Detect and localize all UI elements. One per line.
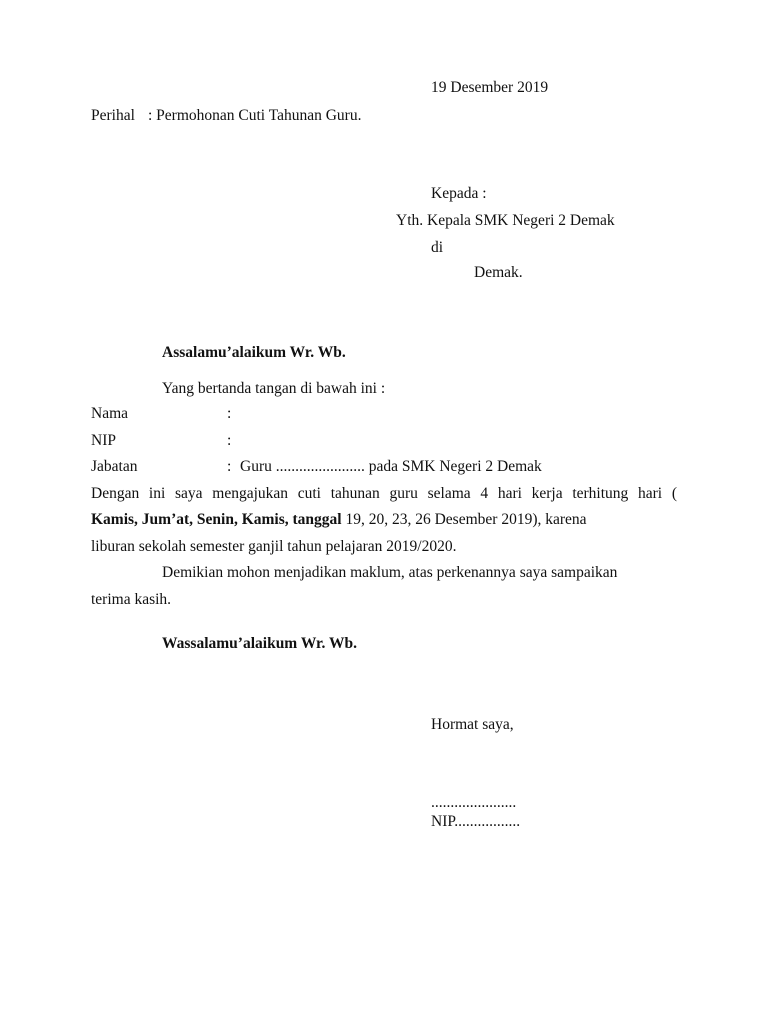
signature-name-line: ...................... <box>431 794 517 811</box>
field-colon-nama: : <box>227 405 232 422</box>
field-value-jabatan: Guru ....................... pada SMK Negeri 2 Demak <box>240 458 542 475</box>
body-line-3: liburan sekolah semester ganjil tahun pelajaran 2019/2020. <box>91 538 457 555</box>
recipient-addressee: Yth. Kepala SMK Negeri 2 Demak <box>396 212 615 229</box>
field-label-jabatan: Jabatan <box>91 458 138 475</box>
closing-line-2: terima kasih. <box>91 591 172 608</box>
recipient-di: di <box>431 239 444 256</box>
subject-value: : Permohonan Cuti Tahunan Guru. <box>148 107 362 124</box>
signature-regards: Hormat saya, <box>431 716 514 733</box>
body-line-1: Dengan ini saya mengajukan cuti tahunan guru selama 4 hari kerja terhitung hari ( <box>91 485 677 502</box>
intro-text: Yang bertanda tangan di bawah ini : <box>162 380 386 397</box>
greeting: Assalamu’alaikum Wr. Wb. <box>162 344 346 361</box>
farewell: Wassalamu’alaikum Wr. Wb. <box>162 635 357 652</box>
signature-nip-line: NIP................. <box>431 813 521 830</box>
body-days-bold: Kamis, Jum’at, Senin, Kamis, tanggal <box>91 511 342 528</box>
field-label-nip: NIP <box>91 432 116 449</box>
recipient-city: Demak. <box>474 264 523 281</box>
body-line-2 <box>91 512 677 528</box>
body-dates: 19, 20, 23, 26 Desember 2019), karena <box>341 511 587 528</box>
recipient-to-label: Kepada : <box>431 185 487 202</box>
letter-date: 19 Desember 2019 <box>431 79 549 96</box>
field-colon-jabatan: : <box>227 458 232 475</box>
subject-label: Perihal <box>91 107 135 124</box>
field-colon-nip: : <box>227 432 232 449</box>
closing-line-1: Demikian mohon menjadikan maklum, atas perkenannya saya sampaikan <box>162 564 618 581</box>
field-label-nama: Nama <box>91 405 129 422</box>
